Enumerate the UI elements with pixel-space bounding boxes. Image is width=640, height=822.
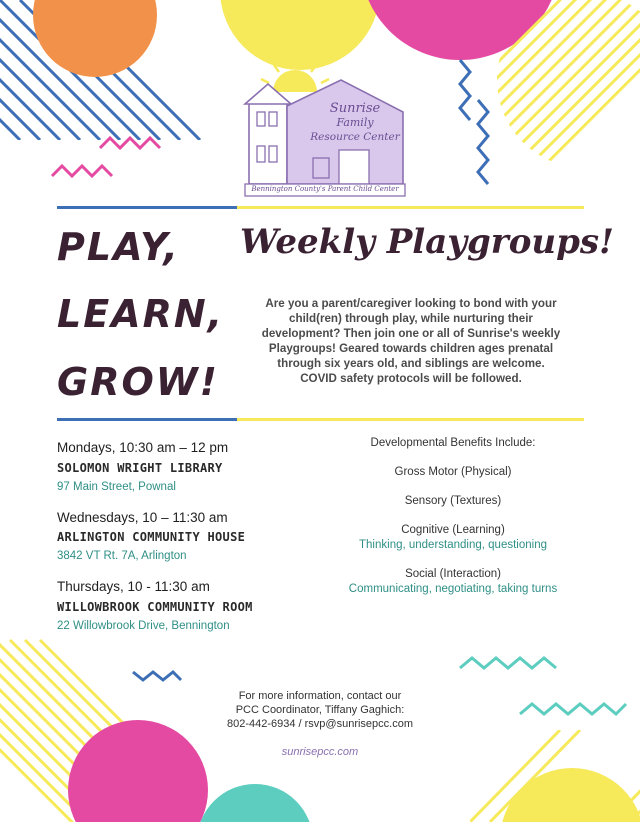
contact-line3: 802-442-6934 / rsvp@sunrisepcc.com bbox=[226, 718, 414, 730]
benefit-detail: Thinking, understanding, questioning bbox=[359, 539, 547, 551]
logo-tagline: Bennington County's Parent Child Center bbox=[251, 185, 399, 193]
magenta-zigzag bbox=[100, 138, 160, 148]
slogan-play: PLAY, bbox=[57, 225, 180, 269]
logo-line3: Resource Center bbox=[310, 131, 400, 143]
schedule-place: WILLOWBROOK COMMUNITY ROOM bbox=[57, 600, 253, 614]
divider-top-blue bbox=[57, 206, 237, 209]
teal-zigzag bbox=[460, 658, 556, 668]
intro-paragraph: Are you a parent/caregiver looking to bond with your child(ren) through play, while nurturing their development? Then join one or all of Sunrise's weekly Playgroups! Geared towards children ages prenatal through six years old, and siblings are welcome. COVID safety protocols will be followed. bbox=[261, 297, 561, 385]
slogan-grow: GROW! bbox=[57, 360, 219, 404]
benefit-detail: Communicating, negotiating, taking turns bbox=[348, 583, 558, 595]
schedule-address: 97 Main Street, Pownal bbox=[57, 481, 176, 493]
orange-circle-top-left bbox=[33, 0, 157, 77]
blue-zigzag-bottom bbox=[133, 672, 181, 680]
benefit-title: Social (Interaction) bbox=[405, 568, 501, 580]
teal-circle-bottom bbox=[197, 784, 313, 822]
contact-line2: PCC Coordinator, Tiffany Gaghich: bbox=[235, 704, 405, 716]
schedule-day: Wednesdays, 10 – 11:30 am bbox=[57, 510, 228, 525]
schedule-address: 22 Willowbrook Drive, Bennington bbox=[57, 620, 230, 632]
teal-zigzag bbox=[520, 704, 626, 714]
contact-line1: For more information, contact our bbox=[238, 690, 402, 702]
logo-line1: Sunrise bbox=[329, 101, 381, 116]
benefit-title: Cognitive (Learning) bbox=[401, 524, 505, 536]
contact-info bbox=[195, 689, 445, 731]
divider-mid-blue bbox=[57, 418, 237, 421]
schedule-day: Mondays, 10:30 am – 12 pm bbox=[57, 440, 229, 455]
schedule-address: 3842 VT Rt. 7A, Arlington bbox=[57, 550, 187, 562]
magenta-zigzag bbox=[52, 166, 112, 176]
benefit-title: Gross Motor (Physical) bbox=[394, 466, 512, 478]
sunrise-logo bbox=[243, 62, 407, 198]
blue-zigzag bbox=[478, 100, 488, 184]
logo-line2: Family bbox=[336, 116, 374, 129]
website-link[interactable]: sunrisepcc.com bbox=[281, 746, 359, 758]
schedule-day: Thursdays, 10 - 11:30 am bbox=[57, 579, 210, 594]
divider-top-yellow bbox=[237, 206, 584, 209]
yellow-circle-top bbox=[220, 0, 380, 70]
schedule-place: SOLOMON WRIGHT LIBRARY bbox=[57, 461, 223, 475]
benefit-title: Sensory (Textures) bbox=[404, 495, 502, 507]
blue-zigzag bbox=[460, 60, 470, 120]
benefits-heading: Developmental Benefits Include: bbox=[370, 437, 536, 449]
divider-mid-yellow bbox=[237, 418, 584, 421]
slogan-learn: LEARN, bbox=[57, 292, 225, 336]
schedule-place: ARLINGTON COMMUNITY HOUSE bbox=[57, 530, 246, 544]
headline: Weekly Playgroups! bbox=[240, 222, 614, 262]
